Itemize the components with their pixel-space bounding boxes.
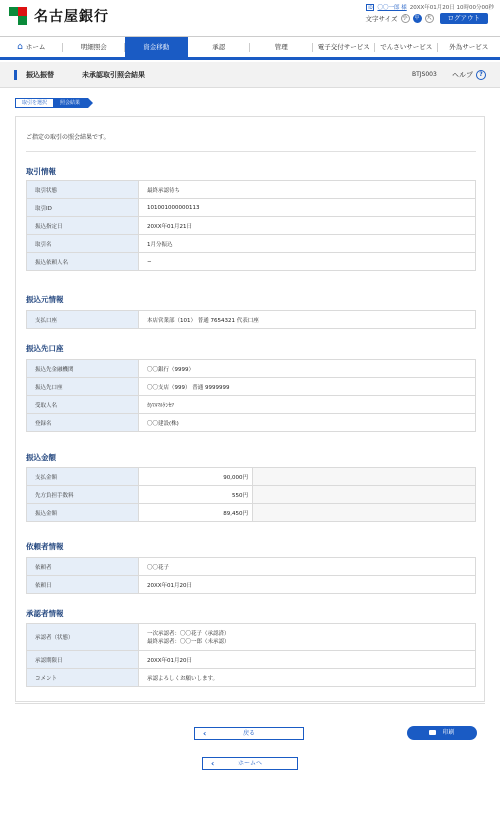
user-id-icon: ID (368, 4, 373, 10)
home-icon: ⌂ (17, 42, 23, 52)
nav-approval[interactable]: 承認 (188, 37, 251, 57)
section-title-destination: 振込先口座 (26, 344, 64, 353)
step-inquiry-result: 照会結果 (54, 98, 88, 108)
nav-management[interactable]: 管理 (250, 37, 313, 57)
header (0, 0, 500, 36)
table-row: 承認者（状態） 一次承認者：〇〇花子（承認済） 最終承認者：〇〇一郎（未承認） (27, 624, 476, 651)
divider (26, 151, 476, 152)
font-size-small-button[interactable]: 小 (402, 15, 408, 21)
table-row: 受取人名 ｶ)ﾏﾙﾏﾙｹﾝｾﾂ (27, 396, 476, 414)
help-icon: ? (476, 70, 486, 80)
intro-text: ご指定の取引の照会結果です。 (26, 134, 110, 141)
home-button[interactable]: ‹ ホームへ (202, 757, 298, 770)
back-button[interactable]: ‹ 戻る (194, 727, 304, 740)
table-row: 振込指定日 20XX年01月21日 (27, 217, 476, 235)
section-title-transaction: 取引情報 (26, 167, 56, 176)
amount-table (26, 467, 476, 522)
nav-forex[interactable]: 外為サービス (449, 43, 489, 51)
nav-e-delivery[interactable]: 電子交付サービス (313, 37, 376, 57)
approver-table (26, 623, 476, 687)
source-table (26, 310, 476, 329)
screen-code: BTJS003 (412, 71, 437, 78)
bank-logo-icon (8, 6, 28, 26)
bank-logo[interactable] (8, 6, 109, 26)
font-size-medium-button[interactable]: 中 (414, 15, 420, 21)
nav-densai[interactable]: でんさいサービス (375, 37, 438, 57)
table-row: 振込依頼人名 − (27, 253, 476, 271)
transaction-table (26, 180, 476, 271)
printer-icon (429, 730, 436, 735)
section-title-requester: 依頼者情報 (26, 542, 64, 551)
nav-statement-inquiry[interactable]: 明細照会 (63, 37, 126, 57)
print-button[interactable]: 印刷 (407, 726, 477, 740)
panel-bottom-divider (15, 703, 485, 704)
destination-table (26, 359, 476, 432)
section-title-amount: 振込金額 (26, 453, 56, 462)
logout-button[interactable]: ログアウト (440, 13, 489, 24)
table-row: 登録名 〇〇建設(株) (27, 414, 476, 432)
help-link[interactable]: ヘルプ ? (452, 70, 486, 80)
result-panel (15, 116, 485, 702)
table-row: 取引状態 最終承認待ち (27, 181, 476, 199)
final-approver: 最終承認者：〇〇一郎（未承認） (147, 639, 230, 645)
table-row: 承認期限日 20XX年01月20日 (27, 651, 476, 669)
table-row: 依頼者 〇〇花子 (27, 558, 476, 576)
nav-home[interactable]: ⌂ ホーム (0, 37, 63, 57)
table-row: 振込先口座 〇〇支店（999） 普通 9999999 (27, 378, 476, 396)
table-row: 取引名 1月分振込 (27, 235, 476, 253)
table-row: 依頼日 20XX年01月20日 (27, 576, 476, 594)
section-title-approver: 承認者情報 (26, 609, 64, 618)
table-row: 取引ID 101001000000113 (27, 199, 476, 217)
title-accent-bar (14, 70, 17, 80)
table-row: 支払金額 90,000円 (27, 468, 476, 486)
chevron-left-icon: ‹ (211, 759, 215, 768)
table-row: 先方負担手数料 550円 (27, 486, 476, 504)
page-title-bar (0, 62, 500, 88)
step-select-transaction: 取引を選択 (15, 98, 54, 108)
user-name-link[interactable]: 〇〇一郎 様 (377, 5, 407, 11)
global-nav (0, 36, 500, 60)
font-size-large-button[interactable]: 大 (426, 15, 432, 21)
section-title-source: 振込元情報 (26, 295, 64, 304)
first-approver: 一次承認者：〇〇花子（承認済） (147, 631, 230, 637)
font-size-label: 文字サイズ (365, 15, 398, 23)
table-row: 振込金額 89,450円 (27, 504, 476, 522)
page-category: 振込振替 (26, 71, 54, 79)
last-login-info: 20XX年01月20日 10時00分00秒 (409, 5, 494, 11)
table-row: 振込先金融機関 〇〇銀行（9999） (27, 360, 476, 378)
chevron-left-icon: ‹ (203, 729, 207, 738)
table-row: コメント 承認よろしくお願いします。 (27, 669, 476, 687)
requester-table (26, 557, 476, 594)
font-size-control (366, 13, 488, 24)
bank-name: 名古屋銀行 (34, 9, 109, 25)
page-title: 未承認取引照会結果 (82, 71, 145, 79)
user-info (366, 3, 494, 11)
step-indicator (15, 98, 88, 108)
table-row: 支払口座 本店営業部（101） 普通 7654321 代表口座 (27, 311, 476, 329)
nav-fund-transfer[interactable]: 資金移動 (125, 37, 188, 57)
